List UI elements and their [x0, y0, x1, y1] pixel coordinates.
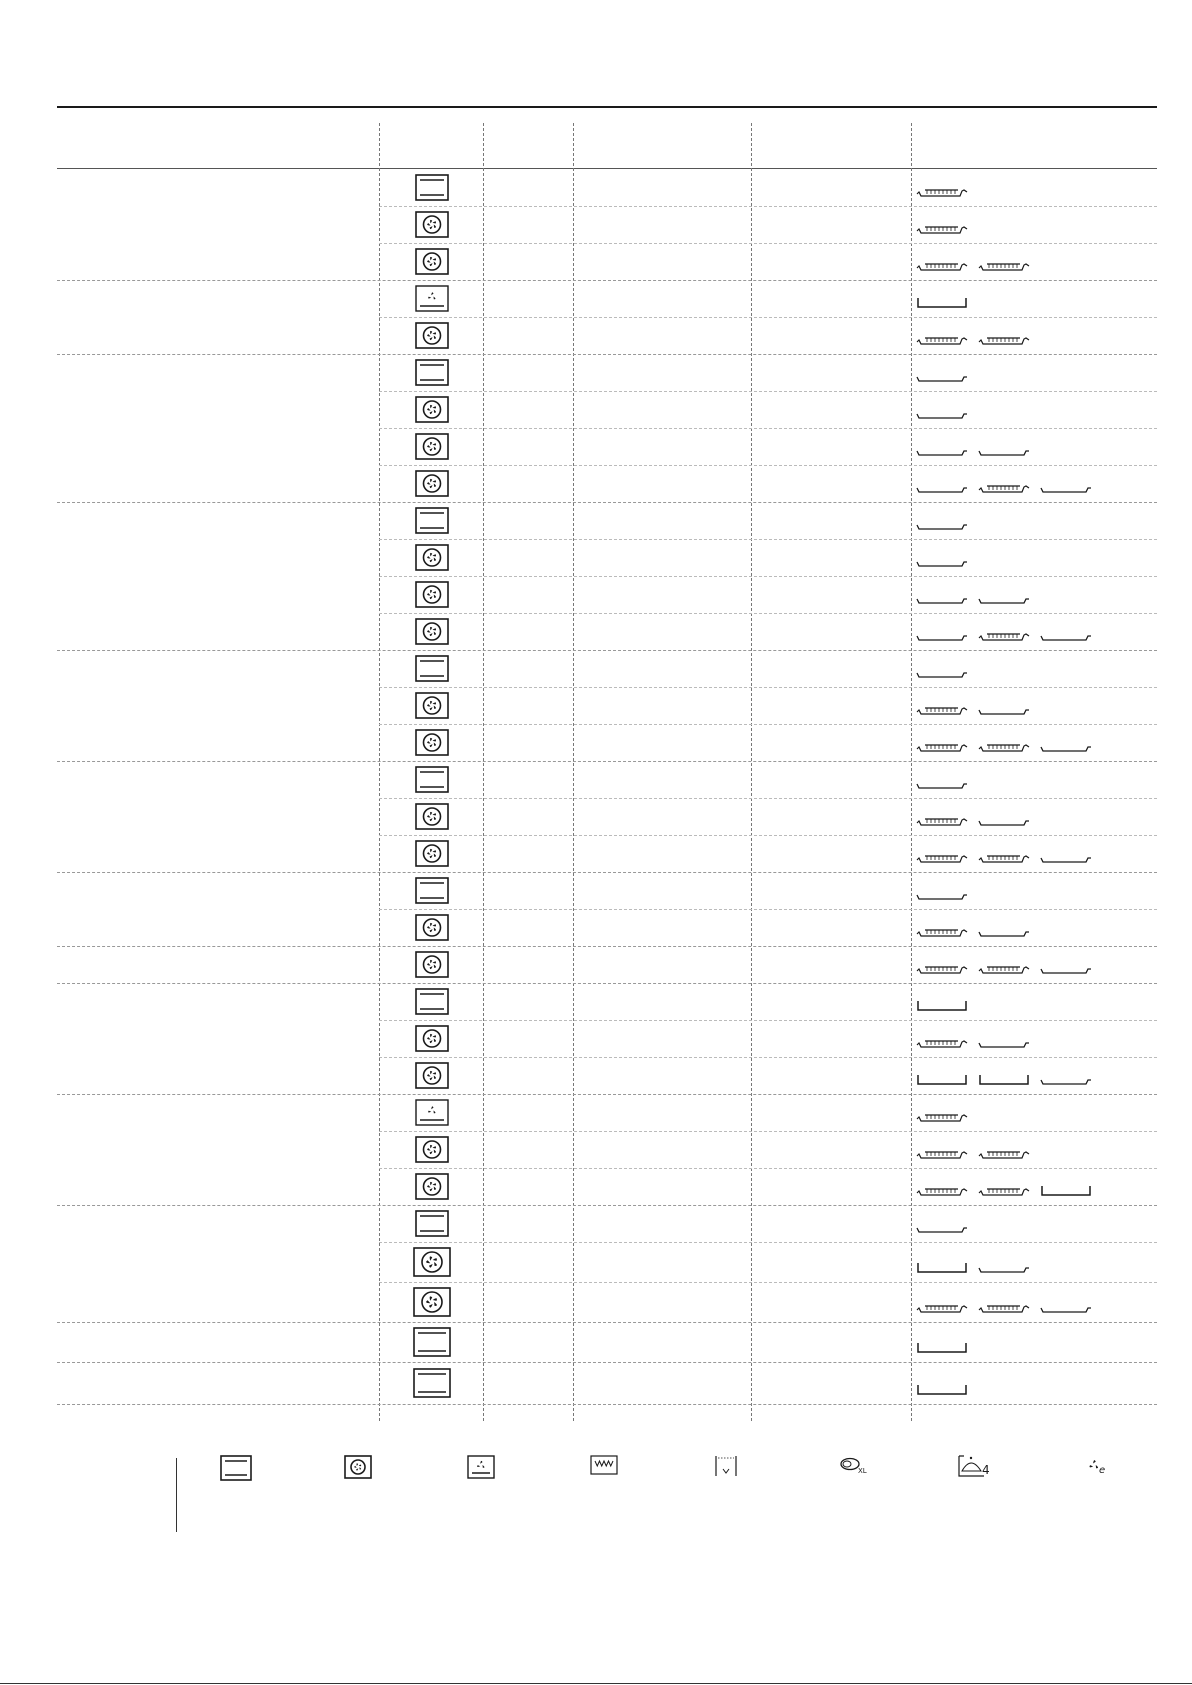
wire-shelf-with-tray-icon [916, 739, 968, 753]
baking-tray-icon [1040, 1300, 1092, 1314]
table-row [0, 502, 1192, 539]
wire-shelf-with-tray-icon [916, 924, 968, 938]
baking-tray-icon [978, 443, 1030, 457]
svg-text:4: 4 [982, 1463, 990, 1477]
baking-tray-icon [916, 480, 968, 494]
table-row [0, 761, 1192, 798]
wire-shelf-with-tray-icon [978, 1146, 1030, 1160]
fan-icon [415, 396, 449, 423]
table-row [0, 1282, 1192, 1322]
deep-tray-icon [1040, 1183, 1092, 1197]
wire-shelf-with-tray-icon [916, 1300, 968, 1314]
table-row [0, 243, 1192, 280]
fan-icon [415, 544, 449, 571]
baking-tray-icon [1040, 961, 1092, 975]
footer-rule [0, 1683, 1192, 1684]
table-row [0, 169, 1192, 206]
fan-icon [413, 1287, 451, 1317]
fan-icon [415, 433, 449, 460]
fan-icon [415, 1062, 449, 1089]
baking-tray-icon [916, 554, 968, 568]
top-bottom-heat-icon [413, 1327, 451, 1357]
wire-shelf-with-tray-icon [978, 628, 1030, 642]
wire-shelf-with-tray-icon [978, 1300, 1030, 1314]
baking-tray-icon [916, 776, 968, 790]
table-row [0, 1168, 1192, 1205]
wire-shelf-with-tray-icon [978, 332, 1030, 346]
baking-tray-icon [916, 628, 968, 642]
baking-tray-icon [1040, 480, 1092, 494]
table-row [0, 428, 1192, 465]
legend-eco-fan-icon [1085, 1455, 1109, 1475]
deep-tray-icon [916, 1382, 968, 1396]
top-bottom-heat-icon [415, 877, 449, 904]
table-row [0, 650, 1192, 687]
wire-shelf-with-tray-icon [978, 258, 1030, 272]
baking-tray-icon [978, 1035, 1030, 1049]
baking-tray-icon [1040, 1072, 1092, 1086]
baking-tray-icon [916, 443, 968, 457]
table-row [0, 1362, 1192, 1404]
wire-shelf-with-tray-icon [978, 1183, 1030, 1197]
deep-tray-icon [916, 1072, 968, 1086]
legend-fan-assisted-bottom-heat-icon [467, 1455, 495, 1479]
table-row [0, 206, 1192, 243]
table-row [0, 280, 1192, 317]
baking-tray-icon [916, 887, 968, 901]
wire-shelf-with-tray-icon [916, 1146, 968, 1160]
wire-shelf-with-tray-icon [916, 702, 968, 716]
wire-shelf-with-tray-icon [978, 480, 1030, 494]
wire-shelf-with-tray-icon [916, 961, 968, 975]
legend-meat-xl-icon [838, 1455, 868, 1475]
table-row [0, 835, 1192, 872]
fan-icon [415, 1025, 449, 1052]
svg-text:e: e [1099, 1465, 1106, 1476]
table-row [0, 983, 1192, 1020]
category-separator [57, 1404, 1157, 1405]
table-row [0, 539, 1192, 576]
wire-shelf-with-tray-icon [916, 258, 968, 272]
top-bottom-heat-icon [413, 1368, 451, 1398]
fan-assisted-bottom-heat-icon [415, 1099, 449, 1126]
legend-top-bottom-heat-icon [220, 1455, 252, 1481]
legend-cook4-icon [958, 1455, 992, 1477]
baking-tray-icon [978, 591, 1030, 605]
table-row [0, 1242, 1192, 1282]
fan-icon [415, 692, 449, 719]
baking-tray-icon [1040, 850, 1092, 864]
wire-shelf-with-tray-icon [916, 332, 968, 346]
top-bottom-heat-icon [415, 766, 449, 793]
fan-icon [415, 618, 449, 645]
baking-tray-icon [916, 406, 968, 420]
fan-icon [415, 729, 449, 756]
table-row [0, 798, 1192, 835]
legend-divider [176, 1458, 177, 1532]
table-row [0, 946, 1192, 983]
wire-shelf-with-tray-icon [916, 221, 968, 235]
baking-tray-icon [978, 1260, 1030, 1274]
wire-shelf-with-tray-icon [978, 850, 1030, 864]
baking-tray-icon [916, 591, 968, 605]
fan-icon [415, 914, 449, 941]
deep-tray-icon [916, 1260, 968, 1274]
table-row [0, 687, 1192, 724]
table-row [0, 1322, 1192, 1362]
top-bottom-heat-icon [415, 1210, 449, 1237]
fan-icon [415, 951, 449, 978]
table-row [0, 576, 1192, 613]
top-bottom-heat-icon [415, 507, 449, 534]
baking-tray-icon [978, 924, 1030, 938]
wire-shelf-with-tray-icon [916, 1183, 968, 1197]
top-rule [57, 106, 1157, 108]
wire-shelf-with-tray-icon [916, 850, 968, 864]
table-row [0, 391, 1192, 428]
fan-icon [415, 322, 449, 349]
baking-tray-icon [978, 813, 1030, 827]
wire-shelf-with-tray-icon [978, 961, 1030, 975]
fan-icon [415, 211, 449, 238]
table-row [0, 1057, 1192, 1094]
table-row [0, 909, 1192, 946]
svg-text:XL: XL [858, 1467, 867, 1475]
table-row [0, 1131, 1192, 1168]
table-row [0, 354, 1192, 391]
top-bottom-heat-icon [415, 359, 449, 386]
deep-tray-icon [916, 1340, 968, 1354]
deep-tray-icon [916, 295, 968, 309]
table-row [0, 872, 1192, 909]
baking-tray-icon [1040, 628, 1092, 642]
baking-tray-icon [1040, 739, 1092, 753]
deep-tray-icon [916, 998, 968, 1012]
fan-icon [415, 840, 449, 867]
fan-icon [415, 248, 449, 275]
wire-shelf-with-tray-icon [978, 739, 1030, 753]
legend-fan-icon [344, 1455, 372, 1479]
wire-shelf-with-tray-icon [916, 1035, 968, 1049]
deep-tray-icon [978, 1072, 1030, 1086]
baking-tray-icon [916, 517, 968, 531]
top-bottom-heat-icon [415, 174, 449, 201]
legend-bottom-heat-icon [715, 1455, 737, 1477]
table-row [0, 1094, 1192, 1131]
baking-tray-icon [916, 665, 968, 679]
fan-icon [415, 581, 449, 608]
top-bottom-heat-icon [415, 655, 449, 682]
top-bottom-heat-icon [415, 988, 449, 1015]
table-row [0, 1020, 1192, 1057]
fan-assisted-bottom-heat-icon [415, 285, 449, 312]
fan-icon [415, 1173, 449, 1200]
fan-icon [415, 1136, 449, 1163]
fan-icon [413, 1247, 451, 1277]
table-row [0, 613, 1192, 650]
baking-tray-icon [916, 1220, 968, 1234]
baking-tray-icon [916, 369, 968, 383]
table-row [0, 317, 1192, 354]
fan-icon [415, 470, 449, 497]
fan-icon [415, 803, 449, 830]
table-row [0, 724, 1192, 761]
wire-shelf-with-tray-icon [916, 813, 968, 827]
table-row [0, 465, 1192, 502]
table-row [0, 1205, 1192, 1242]
legend-grill-icon [590, 1455, 618, 1475]
wire-shelf-with-tray-icon [916, 1109, 968, 1123]
baking-tray-icon [978, 702, 1030, 716]
wire-shelf-with-tray-icon [916, 184, 968, 198]
